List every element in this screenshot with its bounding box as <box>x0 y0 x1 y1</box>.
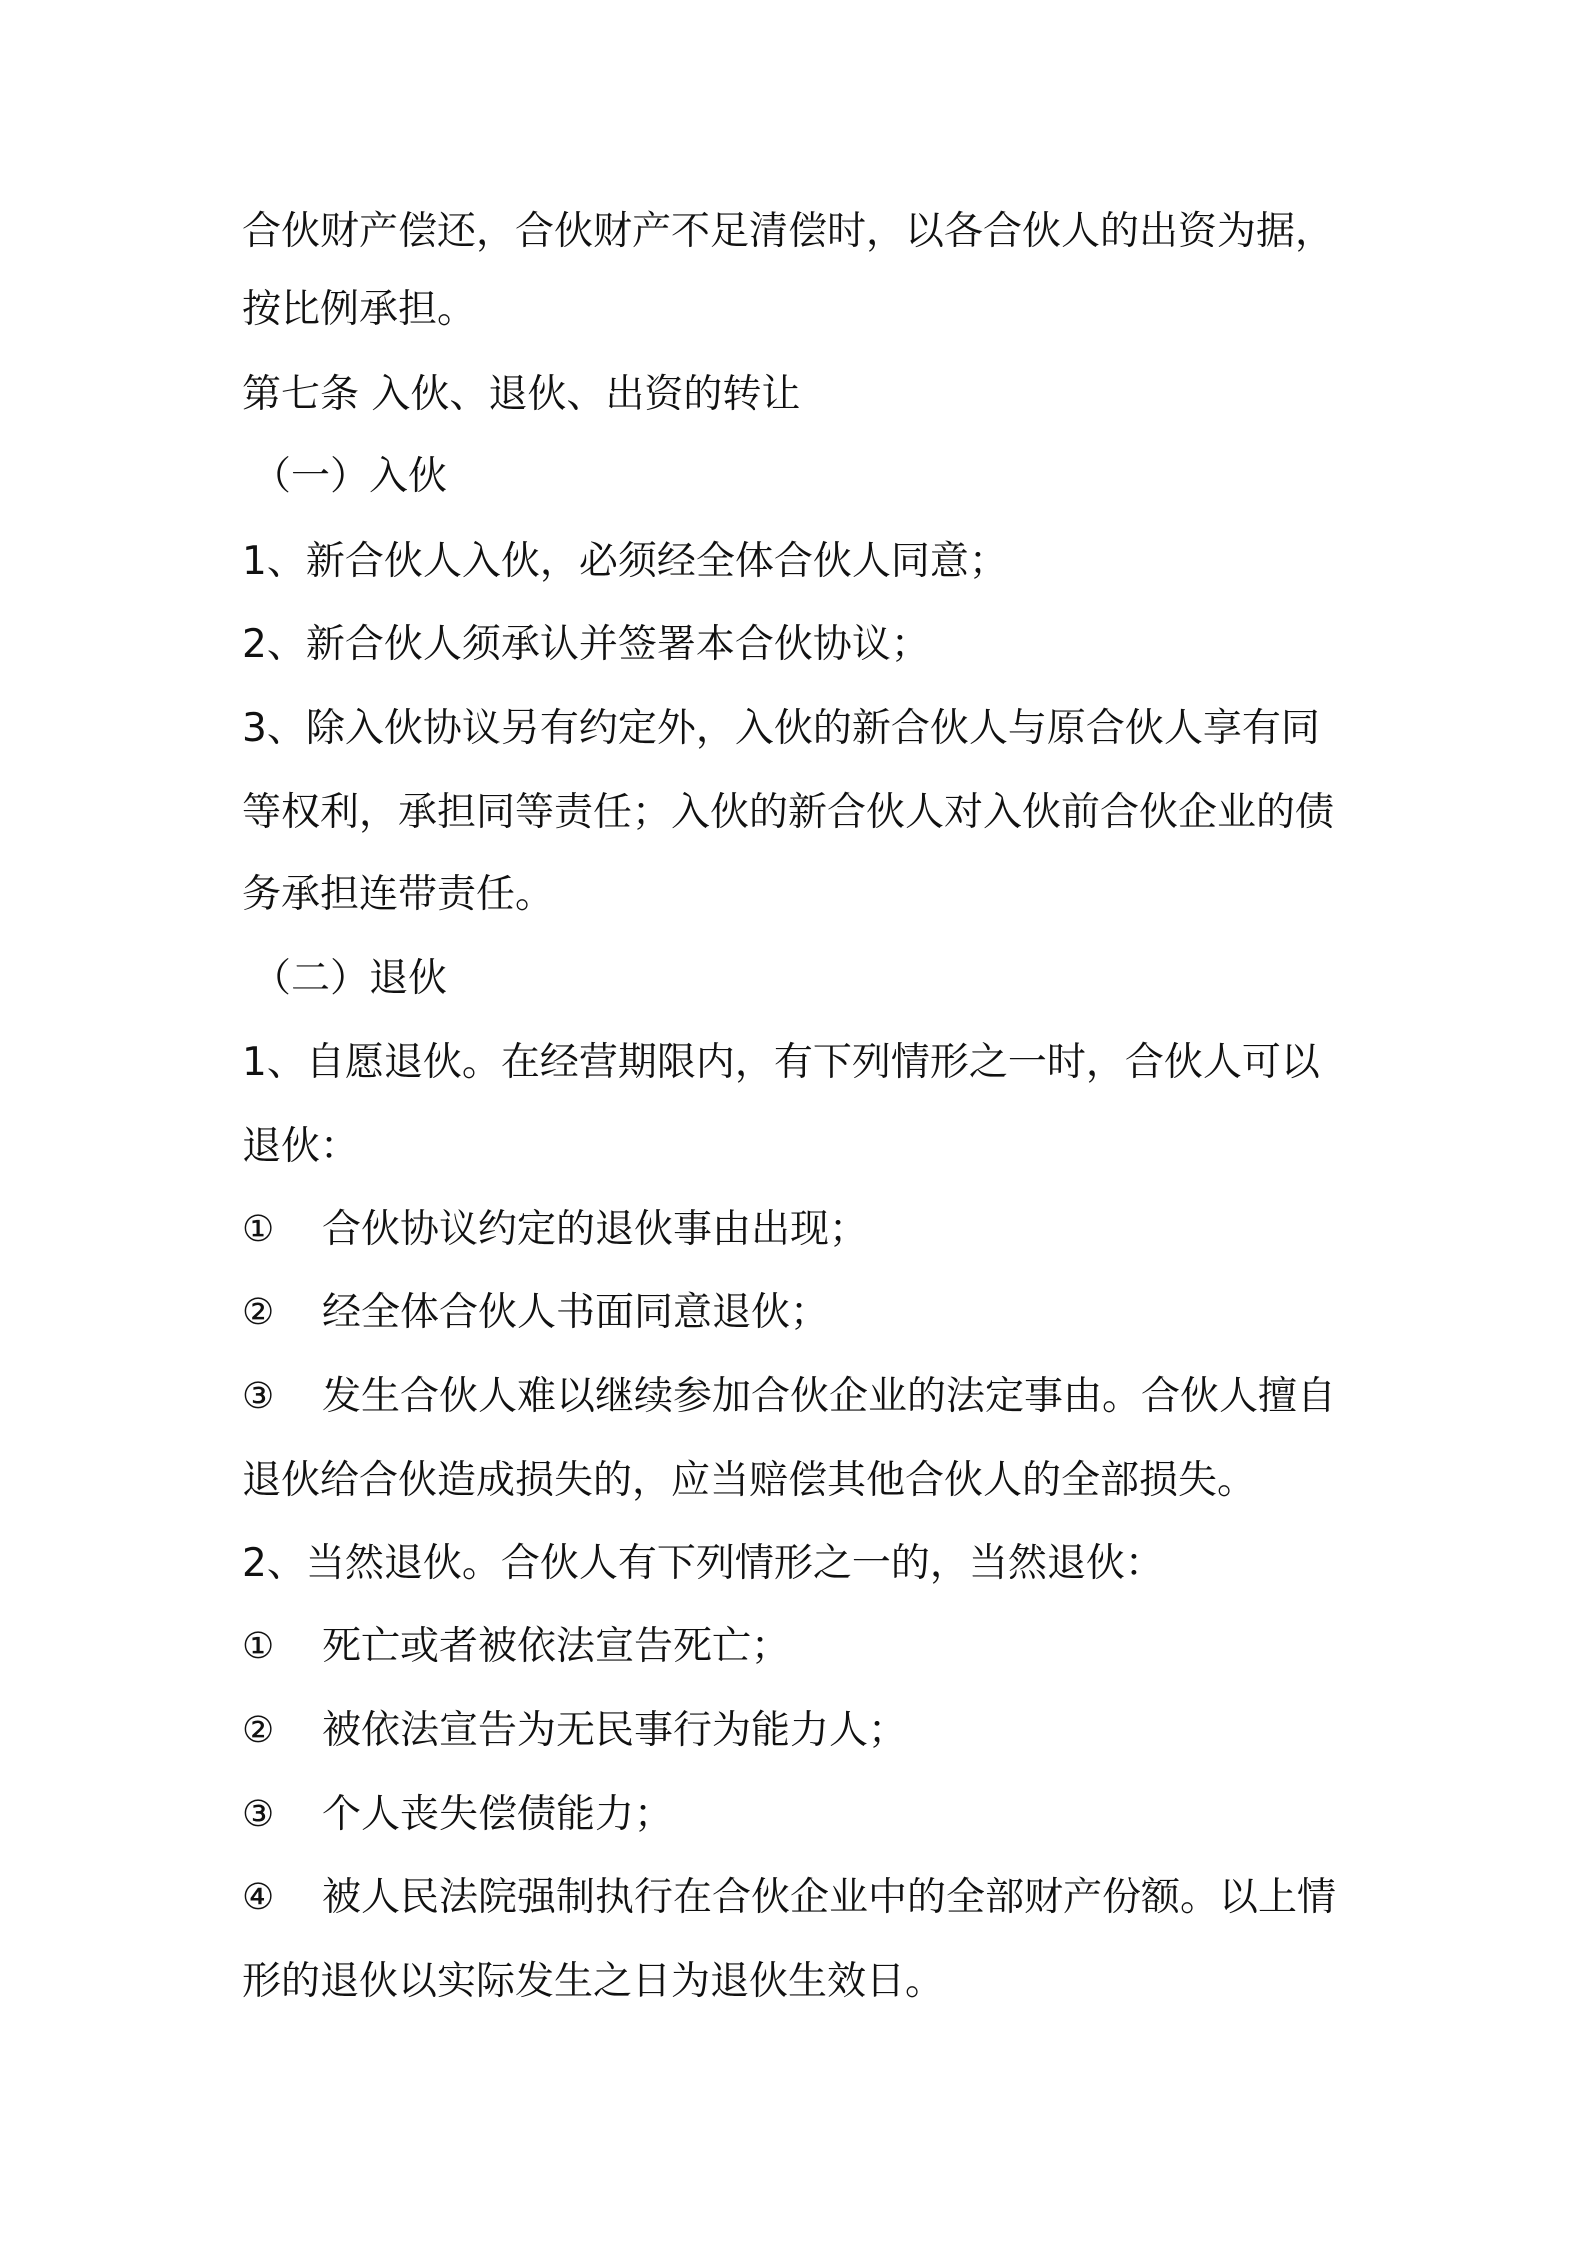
text-line: 退伙给合伙造成损失的，应当赔偿其他合伙人的全部损失。 <box>242 1458 1257 1503</box>
list-marker: ③ <box>242 1794 275 1835</box>
list-item: 死亡或者被依法宣告死亡； <box>322 1624 791 1669</box>
text-line: 等权利，承担同等责任；入伙的新合伙人对入伙前合伙企业的债 <box>242 790 1335 835</box>
list-item: 被人民法院强制执行在合伙企业中的全部财产份额。以上情 <box>322 1875 1337 1920</box>
list-item: 发生合伙人难以继续参加合伙企业的法定事由。合伙人擅自 <box>322 1374 1337 1419</box>
list-marker: ② <box>242 1710 275 1751</box>
section-heading: （二）退伙 <box>252 956 448 1001</box>
list-marker: ② <box>242 1292 275 1333</box>
text-line: 务承担连带责任。 <box>242 872 555 917</box>
text-line: 按比例承担。 <box>242 287 477 332</box>
list-marker: ① <box>242 1209 275 1250</box>
text-line: 3、除入伙协议另有约定外，入伙的新合伙人与原合伙人享有同 <box>242 706 1320 751</box>
list-marker: ① <box>242 1626 275 1667</box>
text-line: 退伙： <box>242 1124 360 1169</box>
list-marker: ③ <box>242 1376 275 1417</box>
section-heading: （一）入伙 <box>252 454 448 499</box>
text-line: 1、新合伙人入伙，必须经全体合伙人同意； <box>242 539 1008 584</box>
list-item: 个人丧失偿债能力； <box>322 1792 674 1837</box>
text-line: 2、当然退伙。合伙人有下列情形之一的，当然退伙： <box>242 1541 1164 1586</box>
article-heading: 第七条 入伙、退伙、出资的转让 <box>242 372 801 417</box>
text-line: 合伙财产偿还，合伙财产不足清偿时，以各合伙人的出资为据， <box>242 209 1335 254</box>
list-marker: ④ <box>242 1877 275 1918</box>
list-item: 被依法宣告为无民事行为能力人； <box>322 1708 908 1753</box>
text-line: 形的退伙以实际发生之日为退伙生效日。 <box>242 1959 945 2004</box>
text-line: 1、自愿退伙。在经营期限内，有下列情形之一时，合伙人可以 <box>242 1040 1320 1085</box>
list-item: 经全体合伙人书面同意退伙； <box>322 1290 830 1335</box>
text-line: 2、新合伙人须承认并签署本合伙协议； <box>242 622 930 667</box>
list-item: 合伙协议约定的退伙事由出现； <box>322 1207 869 1252</box>
